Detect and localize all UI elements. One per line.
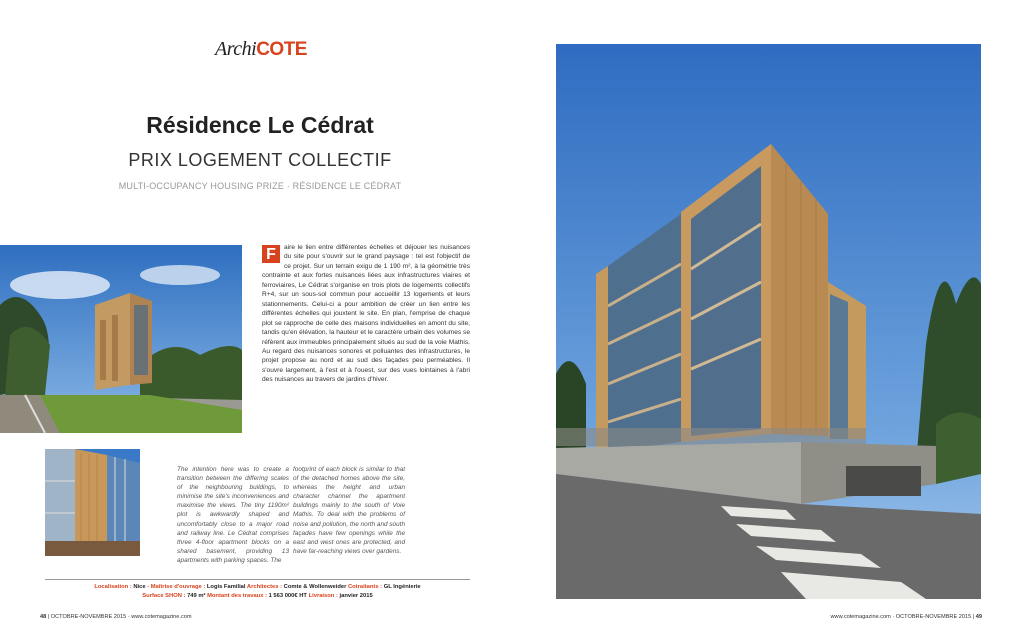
credits-divider: [45, 579, 470, 580]
page-number-right: 49: [975, 614, 982, 620]
footer-right-text: www.cotemagazine.com · OCTOBRE-NOVEMBRE 2015 |: [830, 614, 976, 620]
moa-value: Logis Familial: [206, 584, 246, 590]
english-text-column-2: footprint of each block is similar to that of the detached homes above the site, whereas the height and urban character channel the apartment buildings mainly to the south of Voie Mathis. To deal with the problems of noise and pollution, the north and south façades have few openings while the east and west ones are protected, and have far-reaching views over gardens.: [293, 466, 405, 555]
cotraitants-value: GL Ingénierie: [383, 584, 421, 590]
architects-value: Comte & Wollenweider: [283, 584, 347, 590]
cotraitants-label: Cotraitants :: [346, 584, 384, 590]
credits-line-2: [45, 592, 470, 601]
montant-value: 1 563 000€ HT: [268, 593, 307, 599]
english-subtitle: MULTI-OCCUPANCY HOUSING PRIZE · RÉSIDENCE LE CÉDRAT: [118, 181, 402, 191]
article-title: Résidence Le Cédrat: [146, 112, 374, 138]
dropcap: F: [262, 245, 280, 263]
footer-right: [782, 614, 982, 620]
footer-left: [40, 614, 192, 620]
french-paragraph: aire le lien entre différentes échelles et déjouer les nuisances du site pour s'ouvrir sur le grand paysage : tel est l'objectif de ce projet. Sur un terrain exigu de 1 190 m², à la géométrie très contrainte et aux fortes nuisances liées aux infrastructures viaires et ferroviaires, Le Cédrat s'organise en trois plots de logements collectifs R+4, sur un sous-sol commun pour accueillir 13 logements et leurs stationnements. Celui-ci a pour ambition de créer un lien entre les différentes échelles qui jouxtent le site. En plan, l'emprise de chaque plot se rapproche de celle des maisons individuelles en amont du site, tandis qu'en élévation, la hauteur et le caractère urbain des volumes se réfèrent aux immeubles principalement situés au sud de la voie Mathis. Au regard des nuisances sonores et polluantes des infrastructures, le projet propose au nord et au sud des façades peu perméables. Il s'ouvre largement, à l'est et à l'ouest, sur des vues lointaines à l'abri des nuisances au travers de jardins d'hiver.: [262, 244, 470, 384]
livraison-label: Livraison :: [306, 593, 340, 599]
archicote-logo: [215, 38, 307, 61]
french-body-text: [262, 243, 470, 385]
residence-main-photo: [556, 44, 981, 599]
article-subtitle: PRIX LOGEMENT COLLECTIF: [128, 150, 392, 170]
surface-value: 749 m²: [187, 593, 206, 599]
moa-label: - Maîtrise d'ouvrage :: [145, 584, 207, 590]
english-text-column-1: The intention here was to create a transition between the differing scales of the neighbouring buildings, to minimise the site's inconveniences and maximise the views. The tiny 1190m² plot is awkwardly shaped and uncomfortably close to a major road and railway line. Le Cédrat comprises three 4-floor apartment blocks on a shared basement, providing 13 apartments with parking spaces. The: [177, 466, 289, 564]
logo-cote-text: COTE: [256, 39, 307, 60]
livraison-value: janvier 2015: [339, 593, 373, 599]
credits-line-1: [45, 583, 470, 592]
logo-archi-text: Archi: [215, 38, 257, 60]
architects-label: Architectes :: [245, 584, 284, 590]
page-number-left: 48: [40, 614, 47, 620]
montant-label: Montant des travaux :: [205, 593, 269, 599]
facade-detail-photo: [45, 449, 140, 556]
localisation-label: Localisation :: [94, 584, 134, 590]
footer-left-text: | OCTOBRE-NOVEMBRE 2015 · www.cotemagazine.com: [46, 614, 192, 620]
localisation-value: Nice: [133, 584, 146, 590]
building-side-photo: [0, 245, 242, 433]
project-credits: [45, 583, 470, 601]
surface-label: Surface SHON :: [142, 593, 188, 599]
